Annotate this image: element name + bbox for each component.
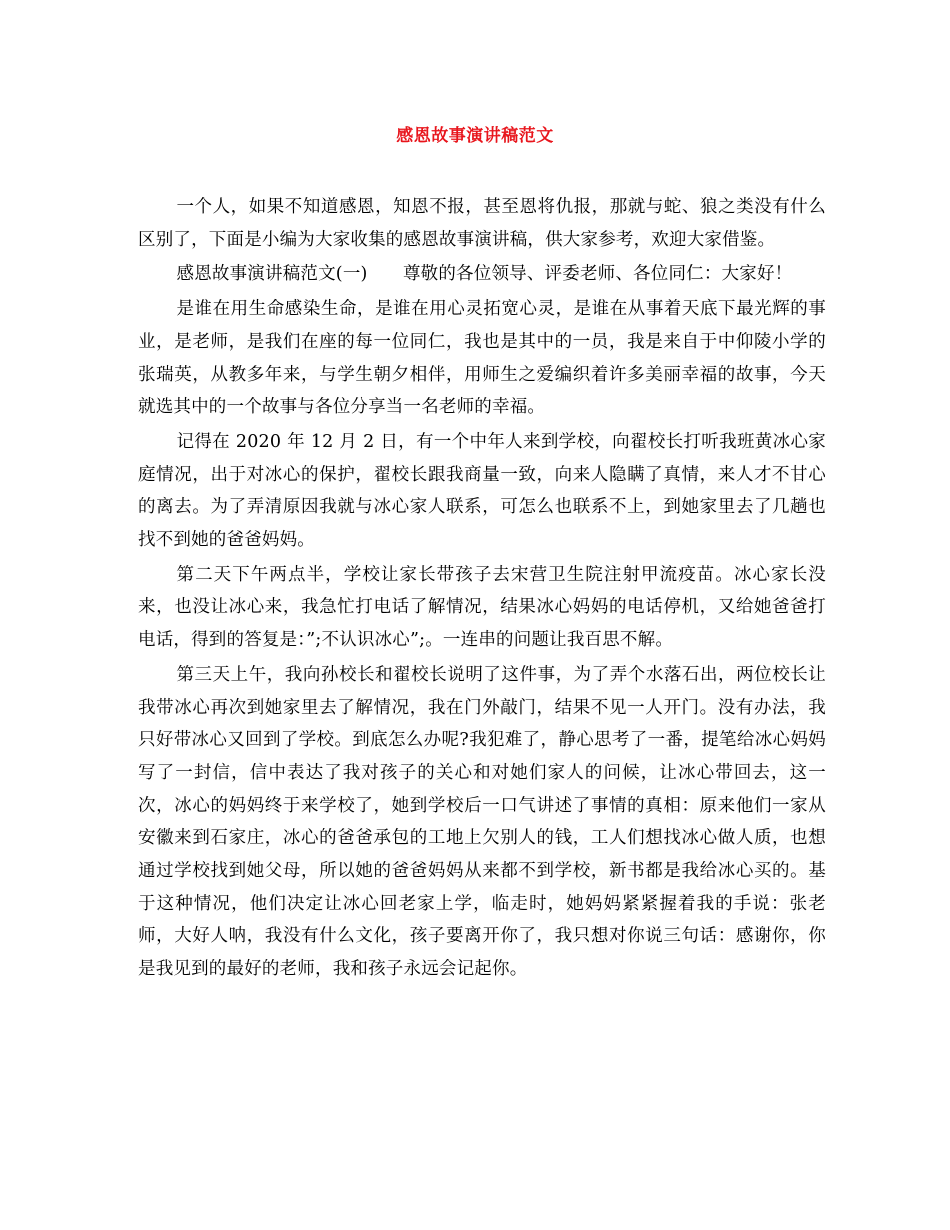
paragraph-heading-greeting: 感恩故事演讲稿范文(一) 尊敬的各位领导、评委老师、各位同仁：大家好！ <box>176 264 793 285</box>
paragraph-third-day: 第三天上午，我向孙校长和翟校长说明了这件事，为了弄个水落石出，两位校长让我带冰心再次到她家里去了解情况，我在门外敲门，结果不见一人开门。没有办法，我只好带冰心又回到了学校。到底怎么办呢?我犯难了，静心思考了一番，提笔给冰心妈妈写了一封信，信中表达了我对孩子的关心和对她们家人的问候，让冰心带回去，这一次，冰心的妈妈终于来学校了，她到学校后一口气讲述了事情的真相：原来他们一家从安徽来到石家庄，冰心的爸爸承包的工地上欠别人的钱，工人们想找冰心做人质，也想通过学校找到她父母，所以她的爸爸妈妈从来都不到学校，新书都是我给冰心买的。基于这种情况，他们决定让冰心回老家上学，临走时，她妈妈紧紧握着我的手说：张老师，大好人呐，我没有什么文化，孩子要离开你了，我只想对你说三句话：感谢你，你是我见到的最好的老师，我和孩子永远会记起你。 <box>138 664 826 980</box>
document-body <box>138 191 826 988</box>
document-title: 感恩故事演讲稿范文 <box>396 126 554 146</box>
paragraph-first-day: 记得在 2020 年 12 月 2 日，有一个中年人来到学校，向翟校长打听我班黄冰心家庭情况，出于对冰心的保护，翟校长跟我商量一致，向来人隐瞒了真情，来人才不甘心的离去。为了弄清原因我就与冰心家人联系，可怎么也联系不上，到她家里去了几趟也找不到她的爸爸妈妈。 <box>138 431 826 551</box>
paragraph-intro: 一个人，如果不知道感恩，知恩不报，甚至恩将仇报，那就与蛇、狼之类没有什么区别了，下面是小编为大家收集的感恩故事演讲稿，供大家参考，欢迎大家借鉴。 <box>138 197 826 250</box>
paragraph-second-day: 第二天下午两点半，学校让家长带孩子去宋营卫生院注射甲流疫苗。冰心家长没来，也没让冰心来，我急忙打电话了解情况，结果冰心妈妈的电话停机，又给她爸爸打电话，得到的答复是：”;不认识冰心”;。一连串的问题让我百思不解。 <box>138 564 826 651</box>
paragraph-opening: 是谁在用生命感染生命，是谁在用心灵拓宽心灵，是谁在从事着天底下最光辉的事业，是老师，是我们在座的每一位同仁，我也是其中的一员，我是来自于中仰陵小学的张瑞英，从教多年来，与学生朝夕相伴，用师生之爱编织着许多美丽幸福的故事，今天就选其中的一个故事与各位分享当一名老师的幸福。 <box>138 299 826 418</box>
